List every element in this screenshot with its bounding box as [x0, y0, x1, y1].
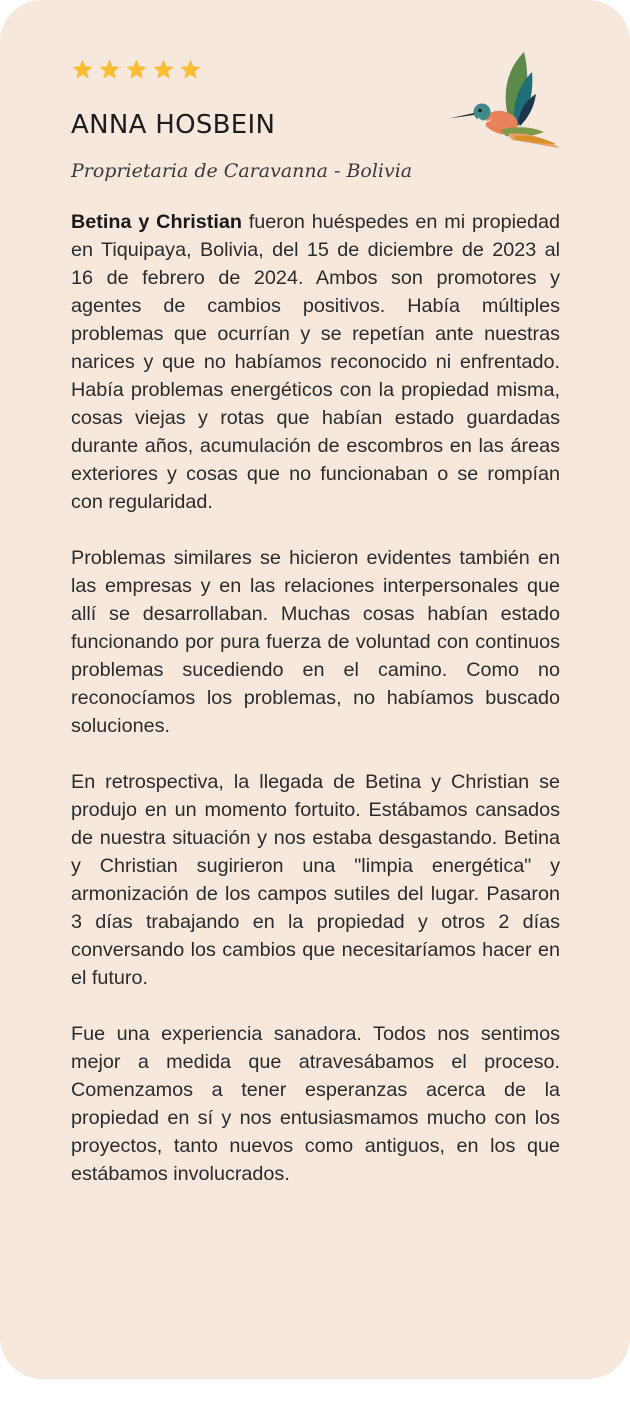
- paragraph-text: fueron huéspedes en mi propiedad en Tiquipaya, Bolivia, del 15 de diciembre de 2023 al 16 de febrero de 2024. Ambos son promotores y agentes de cambios positivos. Había múltiples problemas que ocurrían y se repetían ante nuestras narices y que no habíamos reconocido ni enfrentado. Había problemas energéticos con la propiedad misma, cosas viejas y rotas que habían estado guardadas durante años, acumulación de escombros en las áreas exteriores y cosas que no funcionaban o se rompían con regularidad.: [71, 211, 560, 513]
- star-icon: [71, 58, 94, 81]
- testimonial-body: [71, 208, 560, 1216]
- star-rating: [71, 58, 202, 81]
- reviewer-name: ANNA HOSBEIN: [71, 110, 276, 140]
- testimonial-paragraph: Problemas similares se hicieron evidentes también en las empresas y en las relaciones interpersonales que allí se desarrollaban. Muchas cosas habían estado funcionando por pura fuerza de voluntad con continuos problemas sucediendo en el camino. Como no reconocíamos los problemas, no habíamos buscado soluciones.: [71, 547, 560, 737]
- testimonial-paragraph: Fue una experiencia sanadora. Todos nos sentimos mejor a medida que atravesábamos el proceso. Comenzamos a tener esperanzas acerca de la propiedad en sí y nos entusiasmamos mucho con los proyectos, tanto nuevos como antiguos, en los que estábamos involucrados.: [71, 1023, 560, 1185]
- testimonial-paragraph: [71, 208, 560, 516]
- star-icon: [152, 58, 175, 81]
- reviewer-role: Proprietaria de Caravanna - Bolivia: [71, 160, 413, 182]
- testimonial-paragraph: En retrospectiva, la llegada de Betina y Christian se produjo en un momento fortuito. Estábamos cansados de nuestra situación y nos estaba desgastando. Betina y Christian sugirieron una "limpia energética" y armonización de los campos sutiles del lugar. Pasaron 3 días trabajando en la propiedad y otros 2 días conversando los cambios que necesitaríamos hacer en el futuro.: [71, 771, 560, 989]
- star-icon: [125, 58, 148, 81]
- hummingbird-icon: [448, 50, 562, 150]
- star-icon: [98, 58, 121, 81]
- star-icon: [179, 58, 202, 81]
- guest-names: Betina y Christian: [71, 211, 242, 233]
